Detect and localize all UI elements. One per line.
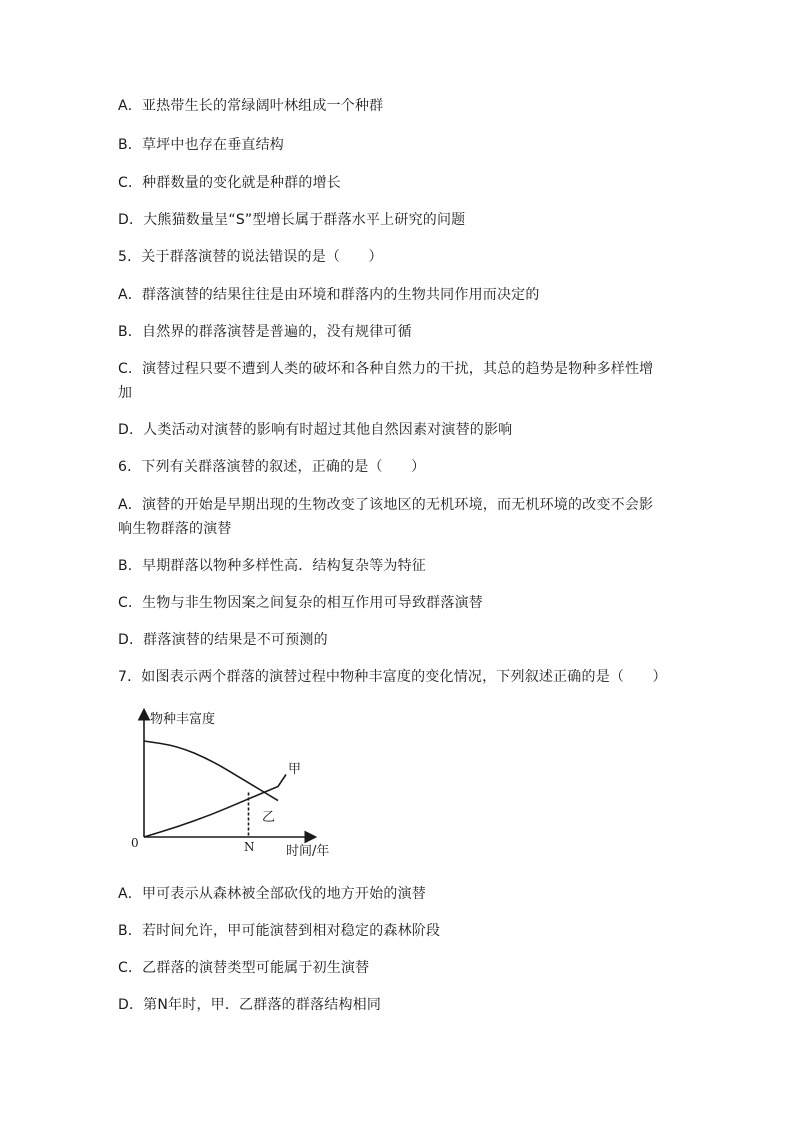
series-jia-label: 甲 (288, 762, 302, 777)
series-jia-line (144, 775, 286, 838)
q4-option-c: C．种群数量的变化就是种群的增长 (118, 175, 341, 191)
series-yi-label: 乙 (262, 810, 276, 825)
q5-option-a: A．群落演替的结果往往是由环境和群落内的生物共同作用而决定的 (118, 287, 540, 303)
species-richness-chart (128, 705, 358, 865)
q6-option-d: D．群落演替的结果是不可预测的 (118, 632, 328, 648)
series-yi-line (144, 741, 278, 801)
y-axis-label: 物种丰富度 (150, 712, 216, 727)
q7-option-d: D．第N年时，甲．乙群落的群落结构相同 (118, 997, 382, 1013)
q7-option-c: C．乙群落的演替类型可能属于初生演替 (118, 960, 370, 976)
q4-option-a: A．亚热带生长的常绿阔叶林组成一个种群 (118, 98, 384, 114)
q6-option-c: C．生物与非生物因案之间复杂的相互作用可导致群落演替 (118, 595, 483, 611)
q4-option-d: D．大熊猫数量呈“S”型增长属于群落水平上研究的问题 (118, 212, 466, 228)
q4-option-b: B．草坪中也存在垂直结构 (118, 137, 285, 153)
q5-stem: 5．关于群落演替的说法错误的是（ ） (118, 249, 383, 265)
x-axis-label: 时间/年 (286, 844, 330, 859)
q5-option-d: D．人类活动对演替的影响有时超过其他自然因素对演替的影响 (118, 422, 513, 438)
q6-option-a-line2: 响生物群落的演替 (118, 521, 232, 537)
q7-option-b: B．若时间允许，甲可能演替到相对稳定的森林阶段 (118, 923, 441, 939)
origin-label: 0 (131, 836, 139, 850)
q6-option-b: B．早期群落以物种多样性高．结构复杂等为特征 (118, 558, 427, 574)
n-marker-label: N (244, 840, 255, 854)
q6-stem: 6．下列有关群落演替的叙述，正确的是（ ） (118, 459, 426, 475)
q7-stem: 7．如图表示两个群落的演替过程中物种丰富度的变化情况，下列叙述正确的是（ ） (118, 669, 667, 685)
q7-option-a: A．甲可表示从森林被全部砍伐的地方开始的演替 (118, 886, 426, 902)
q5-option-b: B．自然界的群落演替是普遍的，没有规律可循 (118, 324, 412, 340)
q5-option-c-line1: C．演替过程只要不遭到人类的破坏和各种自然力的干扰，其总的趋势是物种多样性增 (118, 361, 654, 377)
q6-option-a-line1: A．演替的开始是早期出现的生物改变了该地区的无机环境，而无机环境的改变不会影 (118, 497, 654, 513)
q5-option-c-line2: 加 (118, 385, 133, 401)
